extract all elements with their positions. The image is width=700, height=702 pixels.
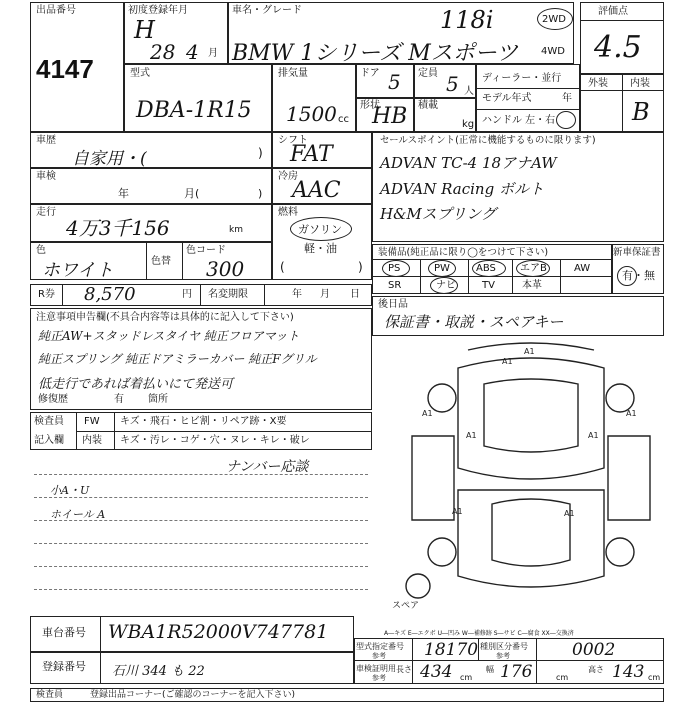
spare-label: スペア: [392, 601, 420, 611]
mileage-label: 走行: [36, 207, 56, 218]
drive-4wd: 4WD: [541, 46, 565, 57]
color-code-value: 300: [206, 257, 245, 281]
circle-airbag: [516, 260, 550, 277]
history-close: ): [258, 146, 263, 160]
type-label: 型式: [130, 68, 150, 79]
diagram-legend: A―キズ E―エクボ U―凹み W―補修跡 S―サビ C―腐食 XX―交換済: [384, 630, 574, 637]
notes-line-1: 純正AW+スタッドレスタイヤ 純正フロアマット: [38, 329, 300, 343]
equip-airbag: エアB: [520, 263, 547, 274]
lot-number: 4147: [36, 54, 94, 84]
equip-abs: ABS: [476, 263, 496, 274]
circle-pw: [428, 260, 456, 277]
car-body-top: [458, 358, 604, 479]
inspection-label: 車検: [36, 171, 56, 182]
height-value: 143: [612, 662, 645, 682]
disp-value: 1500: [286, 102, 337, 126]
equip-sr: SR: [388, 280, 402, 291]
ac-label: 冷房: [278, 171, 298, 182]
disp-label: 排気量: [278, 68, 308, 79]
score-value: 4.5: [594, 30, 642, 65]
reg-month-value: 4: [186, 40, 199, 64]
mark-a1-2: A1: [502, 357, 513, 366]
history-label: 車歴: [36, 135, 56, 146]
circle-ps: [382, 260, 410, 277]
recycle-yen: 円: [182, 289, 192, 300]
shift-value: FAT: [290, 142, 333, 167]
recycle-label: R券: [38, 289, 55, 300]
car-roof-top: [484, 379, 578, 452]
cap-unit: 人: [464, 86, 474, 97]
class-label: 種別区分番号: [480, 642, 528, 651]
era-value: H: [134, 16, 155, 44]
checker-label-1: 検査員: [34, 416, 64, 427]
sales-label: セールスポイント(正常に機能するものに限ります): [380, 135, 596, 146]
mark-a1-8: A1: [626, 409, 637, 418]
circle-abs: [472, 260, 506, 277]
equip-navi: ナビ: [436, 280, 456, 291]
car-roof-bottom: [492, 499, 570, 566]
mark-a1-1: A1: [524, 347, 535, 356]
chassis-value: WBA1R52000V747781: [108, 621, 329, 643]
wheel-rr: [606, 538, 634, 566]
width-unit: cm: [556, 673, 569, 682]
mileage-unit: km: [229, 225, 243, 235]
color-code-label: 色コード: [186, 245, 226, 256]
equipment-label: 装備品(純正品に限り◯をつけて下さい): [378, 247, 549, 258]
repair-place: 箇所: [148, 394, 168, 405]
documents-label: 後日品: [378, 299, 408, 310]
wheel-fl: [428, 384, 456, 412]
int-label: 内装: [630, 78, 650, 89]
transfer-year: 年: [292, 289, 302, 300]
transfer-month: 月: [320, 289, 330, 300]
load-label: 積載: [418, 100, 438, 111]
height-unit: cm: [648, 673, 661, 682]
width-label: 幅: [486, 665, 494, 674]
type-value: DBA-1R15: [136, 98, 252, 123]
first-reg-label: 初度登録年月: [128, 5, 188, 16]
equip-ps: PS: [388, 263, 401, 274]
mark-a1-5: A1: [452, 507, 463, 516]
car-side-left: [412, 436, 454, 520]
repair-value: 有: [114, 394, 124, 405]
shift-label: シフト: [278, 135, 308, 146]
door-value: 5: [388, 70, 401, 94]
inspection-month-unit: 月(: [184, 187, 200, 200]
inspection-box: [30, 168, 272, 204]
car-side-right: [608, 436, 650, 520]
equip-tv: TV: [482, 280, 495, 291]
class-sub: 参考: [496, 652, 510, 660]
fuel-gasoline: ガソリン: [298, 223, 342, 236]
sales-line-3: H&Mスプリング: [380, 205, 496, 223]
equip-aw: AW: [574, 263, 591, 274]
wheel-rl: [428, 538, 456, 566]
length-unit: cm: [460, 673, 473, 682]
inspector-title: ナンバー応談: [226, 459, 309, 475]
drive-2wd: 2WD: [542, 14, 566, 25]
grade-value: 118i: [440, 6, 494, 34]
handle-circle: [556, 111, 576, 129]
checker-fw: FW: [84, 416, 100, 427]
notes-line-2: 純正スプリング 純正ドアミラーカバー 純正Fグリル: [38, 352, 317, 366]
inspection-year-unit: 年: [118, 187, 129, 200]
width-value: 176: [500, 662, 533, 682]
model-year-unit: 年: [562, 93, 572, 104]
checker-row-2: キズ・汚レ・コゲ・穴・ヌレ・キレ・破レ: [120, 435, 310, 446]
length-value: 434: [420, 662, 453, 682]
car-body-bottom: [458, 490, 604, 587]
reg-year-value: 28: [150, 40, 176, 64]
drive-2wd-circle: [537, 8, 573, 30]
ac-value: AAC: [292, 178, 341, 203]
fuel-paren-close: ): [358, 260, 363, 274]
score-label: 評価点: [598, 6, 628, 17]
warranty-circle: [617, 266, 637, 286]
fuel-paren-open: (: [280, 260, 285, 274]
load-unit: kg: [462, 119, 475, 130]
class-value: 0002: [572, 640, 616, 660]
registration-label: 登録番号: [42, 660, 86, 673]
documents-value: 保証書・取説・スペアキー: [384, 313, 564, 331]
color-value: ホワイト: [42, 260, 114, 281]
lot-label: 出品番号: [36, 5, 76, 16]
inspector-line-2: ホイール A: [50, 508, 106, 521]
model-cert-value: 18170: [424, 640, 479, 660]
wheel-fr: [606, 384, 634, 412]
shape-value: HB: [372, 104, 408, 129]
checker-row-1: キズ・飛石・ヒビ割・リペア跡・X要: [120, 416, 287, 427]
damage-diagram: [398, 340, 664, 610]
transfer-label: 名変期限: [208, 289, 248, 300]
cap-value: 5: [446, 72, 459, 96]
height-label: 高さ: [588, 665, 604, 674]
fuel-label: 燃料: [278, 207, 298, 218]
model-cert-sub: 参考: [372, 652, 386, 660]
warranty-value: 有・無: [622, 269, 655, 282]
circle-navi: [430, 277, 458, 294]
repaint-label: 色替: [151, 256, 171, 267]
sales-line-1: ADVAN TC-4 18アナAW: [380, 154, 557, 172]
history-box: [30, 132, 272, 168]
checker-label-2: 記入欄: [34, 435, 64, 446]
spare-tire: [406, 574, 430, 598]
footer-text: 登録出品コーナー(ご確認のコーナーを記入下さい): [90, 690, 296, 700]
mark-a1-4: A1: [588, 431, 599, 440]
chassis-label: 車台番号: [42, 626, 86, 639]
mark-a1-3: A1: [466, 431, 477, 440]
ext-label: 外装: [588, 78, 608, 89]
length-label: 長さ: [396, 665, 412, 674]
notes-label: 注意事項申告欄(不具合内容等は具体的に記入して下さい): [36, 312, 294, 323]
equip-leather: 本革: [522, 280, 542, 291]
disp-unit: cc: [338, 114, 349, 125]
cap-label: 定員: [418, 68, 438, 79]
transfer-day: 日: [350, 289, 360, 300]
reg-cert-sub: 参考: [372, 674, 386, 682]
shape-label: 形状: [360, 100, 380, 111]
footer-label: 検査員: [36, 690, 64, 700]
notes-line-3: 低走行であれば着払いにて発送可: [38, 377, 234, 392]
handle-label: ハンドル 左・右: [482, 115, 556, 126]
door-label: ドア: [360, 68, 380, 79]
int-grade: B: [632, 98, 650, 126]
checker-interior: 内装: [82, 435, 102, 446]
equip-pw: PW: [434, 263, 450, 274]
registration-value: 石川 344 も 22: [112, 664, 205, 679]
dealer-label: ディーラー・並行: [482, 73, 562, 84]
car-name-value: BMW 1シリーズ Mスポーツ: [232, 41, 518, 66]
name-grade-label: 車名・グレード: [232, 5, 302, 16]
model-cert-label: 型式指定番号: [356, 642, 404, 651]
inspection-close: ): [258, 187, 263, 200]
reg-cert-label: 車検証明用: [356, 664, 396, 673]
fuel-gasoline-circle: [290, 217, 352, 241]
recycle-value: 8,570: [84, 284, 136, 305]
history-value: 自家用・(: [72, 149, 147, 169]
color-label: 色: [36, 245, 46, 256]
repair-label: 修復歴: [38, 394, 68, 405]
mark-a1-6: A1: [564, 509, 575, 518]
model-year-label: モデル年式: [482, 93, 532, 104]
month-unit: 月: [208, 48, 218, 59]
mark-a1-7: A1: [422, 409, 433, 418]
fuel-diesel: 軽・油: [304, 242, 337, 255]
warranty-label: 新車保証書: [613, 247, 661, 258]
sales-line-2: ADVAN Racing ボルト: [380, 180, 544, 198]
inspector-line-1: 小A・U: [50, 484, 90, 497]
mileage-value: 4万3千156: [66, 216, 170, 240]
